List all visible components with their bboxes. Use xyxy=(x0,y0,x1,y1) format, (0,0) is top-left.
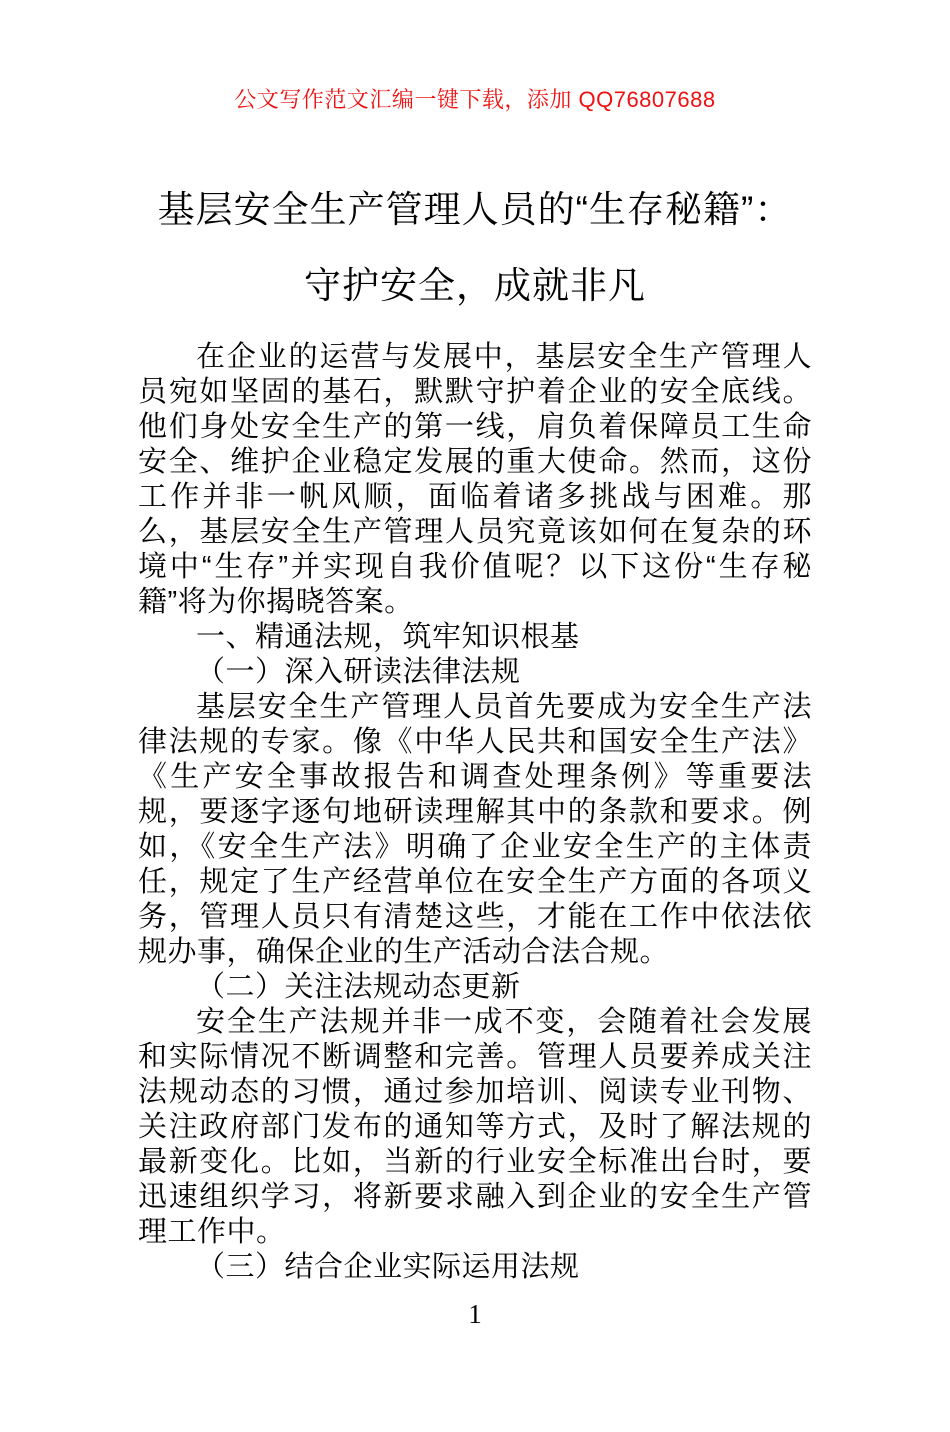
subsection-heading-1-3: （三）结合企业实际运用法规 xyxy=(196,1251,580,1283)
section-heading-1: 一、精通法规，筑牢知识根基 xyxy=(196,621,580,653)
page-title-line-2: 守护安全，成就非凡 xyxy=(304,265,646,306)
document-page xyxy=(0,88,950,1432)
paragraph-1-2-body: 安全生产法规并非一成不变，会随着社会发展和实际情况不断调整和完善。管理人员要养成关注法规动态的习惯，通过参加培训、阅读专业刊物、关注政府部门发布的通知等方式，及时了解法规的最新变化。比如，当新的行业安全标准出台时，要迅速组织学习，将新要求融入到企业的安全生产管理工作中。 xyxy=(138,1006,812,1248)
page-title-line-1: 基层安全生产管理人员的“生存秘籍”： xyxy=(157,189,793,230)
page-number: 1 xyxy=(468,1299,482,1329)
paragraph-1-1-body: 基层安全生产管理人员首先要成为安全生产法律法规的专家。像《中华人民共和国安全生产法》《生产安全事故报告和调查处理条例》等重要法规，要逐字逐句地研读理解其中的条款和要求。例如，《安全生产法》明确了企业安全生产的主体责任，规定了生产经营单位在安全生产方面的各项义务，管理人员只有清楚这些，才能在工作中依法依规办事，确保企业的生产活动合法合规。 xyxy=(138,691,812,968)
document-body xyxy=(138,340,812,1285)
subsection-heading-1-2: （二）关注法规动态更新 xyxy=(196,971,521,1003)
promo-banner: 公文写作范文汇编一键下载，添加 QQ76807688 xyxy=(234,87,716,112)
paragraph-intro: 在企业的运营与发展中，基层安全生产管理人员宛如坚固的基石，默默守护着企业的安全底线。他们身处安全生产的第一线，肩负着保障员工生命安全、维护企业稳定发展的重大使命。然而，这份工作并非一帆风顺，面临着诸多挑战与困难。那么，基层安全生产管理人员究竟该如何在复杂的环境中“生存”并实现自我价值呢？以下这份“生存秘籍”将为你揭晓答案。 xyxy=(138,341,812,618)
page-title xyxy=(138,172,812,324)
subsection-heading-1-1: （一）深入研读法律法规 xyxy=(196,656,521,688)
